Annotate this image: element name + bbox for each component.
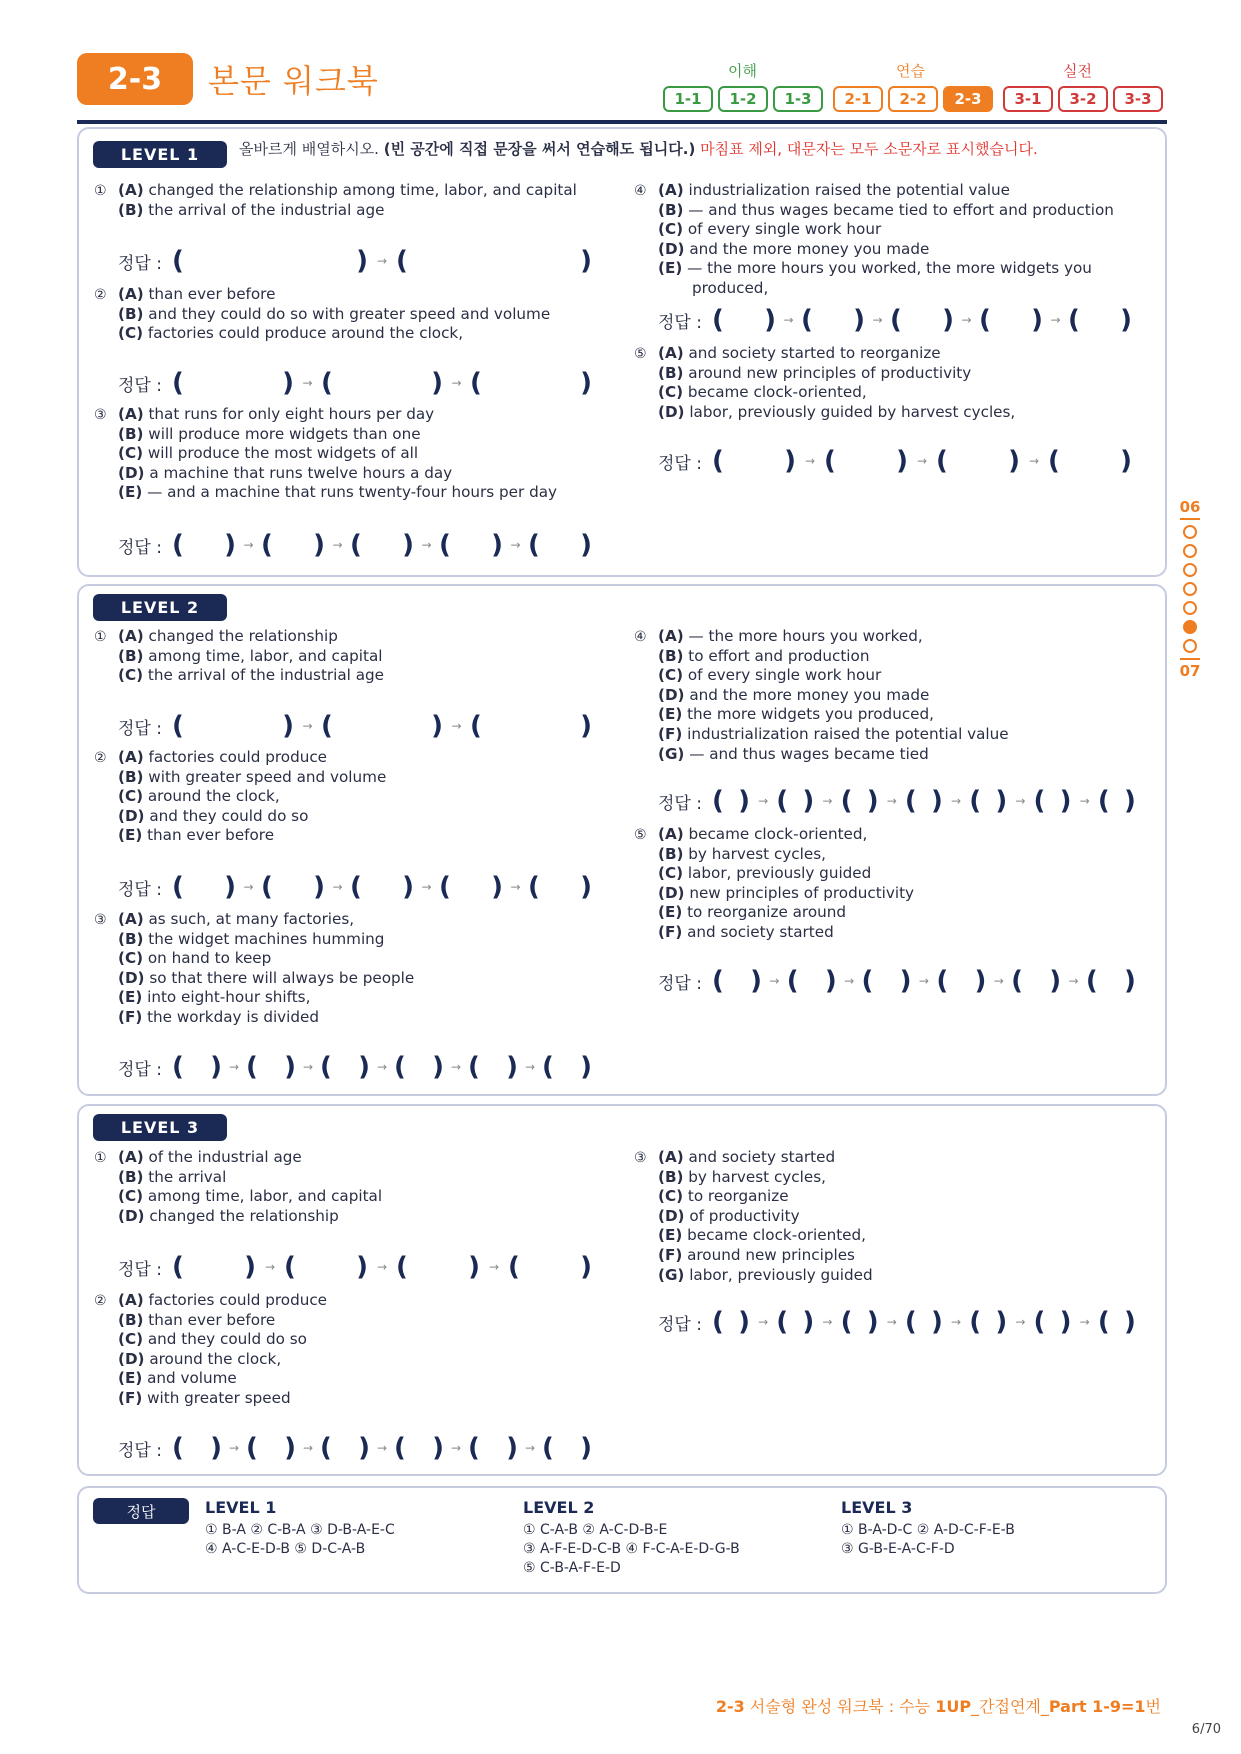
answer-key-level2: LEVEL 2 ① C-A-B ② A-C-D-B-E ③ A-F-E-D-C-B ④ F-C-A-E-D-G-B ⑤ C-B-A-F-E-D bbox=[523, 1498, 740, 1576]
answer-key-panel bbox=[77, 1486, 1167, 1594]
answer-label: 정답 : bbox=[118, 1059, 162, 1080]
answer-slots[interactable]: ( ) → ( ) → ( ) → ( ) → ( ) → ( ) bbox=[171, 1433, 592, 1463]
step-1-3-button[interactable]: 1-3 bbox=[773, 86, 823, 112]
l3-q3-answer bbox=[658, 1307, 1136, 1337]
l1-q2: ② (A) than ever before (B) and they could do so with greater speed and volume (C) factories could produce around the clock, bbox=[94, 285, 551, 343]
answer-label: 정답 : bbox=[658, 312, 702, 333]
answer-label: 정답 : bbox=[658, 453, 702, 474]
l2-q2-answer bbox=[118, 872, 592, 902]
answer-slots[interactable]: ( ) → ( ) → ( ) → ( ) bbox=[711, 446, 1132, 476]
answer-label: 정답 : bbox=[118, 1440, 162, 1461]
header-divider bbox=[77, 120, 1167, 124]
question-number: ② bbox=[94, 750, 107, 766]
page-number: 6/70 bbox=[1191, 1722, 1221, 1737]
answer-key-level3: LEVEL 3 ① B-A-D-C ② A-D-C-F-E-B ③ G-B-E-A-C-F-D bbox=[841, 1498, 1015, 1557]
group-label-understand: 이해 bbox=[728, 62, 757, 80]
question-number: ③ bbox=[94, 912, 107, 928]
nav-dot[interactable] bbox=[1183, 601, 1197, 615]
answer-key-level1: LEVEL 1 ① B-A ② C-B-A ③ D-B-A-E-C ④ A-C-E-D-B ⑤ D-C-A-B bbox=[205, 1498, 395, 1557]
question-number: ④ bbox=[634, 629, 647, 645]
level3-badge: LEVEL 3 bbox=[93, 1114, 227, 1141]
l2-q5-answer bbox=[658, 966, 1136, 996]
nav-dot[interactable] bbox=[1183, 544, 1197, 558]
answer-label: 정답 : bbox=[658, 793, 702, 814]
nav-dot[interactable] bbox=[1183, 639, 1197, 653]
question-number: ③ bbox=[634, 1150, 647, 1166]
l3-q1: ① (A) of the industrial age (B) the arrival (C) among time, labor, and capital (D) changed the relationship bbox=[94, 1148, 383, 1225]
nav-dot[interactable] bbox=[1183, 582, 1197, 596]
answer-slots[interactable]: ( ) → ( ) → ( ) → ( ) → ( ) bbox=[171, 530, 592, 560]
question-number: ① bbox=[94, 183, 107, 199]
question-number: ① bbox=[94, 1150, 107, 1166]
l2-q3: ③ (A) as such, at many factories, (B) the widget machines humming (C) on hand to keep (D) so that there will always be people (E) into eight-hour shifts, (F) the workday is divided bbox=[94, 910, 415, 1026]
l1-q4-answer bbox=[658, 305, 1132, 335]
answer-slots[interactable]: ( ) → ( ) → ( ) → ( ) → ( ) bbox=[171, 872, 592, 902]
question-number: ⑤ bbox=[634, 827, 647, 843]
answer-slots[interactable]: ( ) → ( ) bbox=[171, 246, 592, 276]
level1-instruction bbox=[239, 139, 1154, 159]
level1-badge: LEVEL 1 bbox=[93, 141, 227, 168]
l1-q5-answer bbox=[658, 446, 1132, 476]
l3-q2: ② (A) factories could produce (B) than ever before (C) and they could do so (D) around the clock, (E) and volume (F) with greater speed bbox=[94, 1291, 328, 1407]
answer-slots[interactable]: ( ) → ( ) → ( ) bbox=[171, 711, 592, 741]
instruction-paren: (빈 공간에 직접 문장을 써서 연습해도 됩니다.) bbox=[383, 140, 696, 158]
question-number: ③ bbox=[94, 407, 107, 423]
question-number: ② bbox=[94, 1293, 107, 1309]
level2-badge: LEVEL 2 bbox=[93, 594, 227, 621]
answer-label: 정답 : bbox=[118, 718, 162, 739]
answer-slots[interactable]: ( ) → ( ) → ( ) → ( ) → ( ) → ( ) → ( ) bbox=[711, 1307, 1136, 1337]
group-label-practice: 연습 bbox=[896, 62, 925, 80]
answer-label: 정답 : bbox=[118, 253, 162, 274]
answer-label: 정답 : bbox=[658, 973, 702, 994]
l2-q5: ⑤ (A) became clock-oriented, (B) by harvest cycles, (C) labor, previously guided (D) new principles of productivity (E) to reorganize around (F) and society started bbox=[634, 825, 915, 941]
answer-slots[interactable]: ( ) → ( ) → ( ) → ( ) → ( ) → ( ) bbox=[711, 966, 1136, 996]
step-3-2-button[interactable]: 3-2 bbox=[1058, 86, 1108, 112]
l2-q2: ② (A) factories could produce (B) with greater speed and volume (C) around the clock, (D) and they could do so (E) than ever before bbox=[94, 748, 387, 845]
answer-label: 정답 : bbox=[658, 1314, 702, 1335]
l2-q4: ④ (A) — the more hours you worked, (B) to effort and production (C) of every single work hour (D) and the more money you made (E) the more widgets you produced, (F) industrialization raised the potential value (G) — and thus wages became tied bbox=[634, 627, 1009, 763]
answer-label: 정답 : bbox=[118, 375, 162, 396]
footer-text: 2-3 서술형 완성 워크북 : 수능 1UP_간접연계_Part 1-9=1번 bbox=[715, 1697, 1161, 1716]
option-row: (A) changed the relationship among time, labor, and capital bbox=[118, 181, 577, 199]
page-title: 본문 워크북 bbox=[208, 62, 379, 100]
l1-q4: ④ (A) industrialization raised the potential value (B) — and thus wages became tied to effort and production (C) of every single work hour (D) and the more money you made (E) — the more hours you worked, the more widgets you produced, bbox=[634, 181, 1114, 297]
l1-q1 bbox=[94, 181, 618, 220]
l3-q2-answer bbox=[118, 1433, 592, 1463]
step-2-3-button[interactable]: 2-3 bbox=[943, 86, 993, 112]
step-1-2-button[interactable]: 1-2 bbox=[718, 86, 768, 112]
l2-q4-answer bbox=[658, 786, 1136, 816]
l1-q1-answer bbox=[118, 246, 592, 276]
question-number: ④ bbox=[634, 183, 647, 199]
l1-q3-answer bbox=[118, 530, 592, 560]
l1-q3: ③ (A) that runs for only eight hours per day (B) will produce more widgets than one (C) will produce the most widgets of all (D) a machine that runs twelve hours a day (E) — and a machine that runs twenty-four hours per day bbox=[94, 405, 558, 502]
answer-label: 정답 : bbox=[118, 879, 162, 900]
answer-key-badge: 정답 bbox=[93, 1498, 189, 1524]
answer-slots[interactable]: ( ) → ( ) → ( ) → ( ) → ( ) bbox=[711, 305, 1132, 335]
answer-slots[interactable]: ( ) → ( ) → ( ) → ( ) → ( ) → ( ) bbox=[171, 1052, 592, 1082]
side-nav-bottom: 07 bbox=[1179, 662, 1201, 680]
nav-dot[interactable] bbox=[1183, 563, 1197, 577]
answer-slots[interactable]: ( ) → ( ) → ( ) bbox=[171, 368, 592, 398]
l2-q3-answer bbox=[118, 1052, 592, 1082]
option-row: (B) the arrival of the industrial age bbox=[118, 200, 385, 219]
unit-badge: 2-3 bbox=[77, 53, 193, 105]
answer-slots[interactable]: ( ) → ( ) → ( ) → ( ) bbox=[171, 1252, 592, 1282]
l1-q2-answer bbox=[118, 368, 592, 398]
l2-q1: ① (A) changed the relationship (B) among time, labor, and capital (C) the arrival of the industrial age bbox=[94, 627, 385, 685]
step-3-3-button[interactable]: 3-3 bbox=[1113, 86, 1163, 112]
l2-q1-answer bbox=[118, 711, 592, 741]
answer-slots[interactable]: ( ) → ( ) → ( ) → ( ) → ( ) → ( ) → ( ) bbox=[711, 786, 1136, 816]
step-2-2-button[interactable]: 2-2 bbox=[888, 86, 938, 112]
l3-q3: ③ (A) and society started (B) by harvest cycles, (C) to reorganize (D) of productivity (E) became clock-oriented, (F) around new principles (G) labor, previously guided bbox=[634, 1148, 873, 1284]
instruction-note: 마침표 제외, 대문자는 모두 소문자로 표시했습니다. bbox=[700, 140, 1038, 158]
answer-label: 정답 : bbox=[118, 1259, 162, 1280]
l1-q5: ⑤ (A) and society started to reorganize (B) around new principles of productivity (C) became clock-oriented, (D) labor, previously guided by harvest cycles, bbox=[634, 344, 1016, 421]
question-number: ⑤ bbox=[634, 346, 647, 362]
step-2-1-button[interactable]: 2-1 bbox=[833, 86, 883, 112]
side-nav-top: 06 bbox=[1179, 498, 1201, 516]
question-number: ① bbox=[94, 629, 107, 645]
side-page-nav bbox=[1176, 498, 1204, 680]
answer-label: 정답 : bbox=[118, 537, 162, 558]
step-3-1-button[interactable]: 3-1 bbox=[1003, 86, 1053, 112]
instruction-main: 올바르게 배열하시오. bbox=[239, 140, 379, 158]
step-1-1-button[interactable]: 1-1 bbox=[663, 86, 713, 112]
nav-dot[interactable] bbox=[1183, 525, 1197, 539]
l3-q1-answer bbox=[118, 1252, 592, 1282]
group-label-real: 실전 bbox=[1063, 62, 1092, 80]
question-number: ② bbox=[94, 287, 107, 303]
nav-dot-active[interactable] bbox=[1183, 620, 1197, 634]
